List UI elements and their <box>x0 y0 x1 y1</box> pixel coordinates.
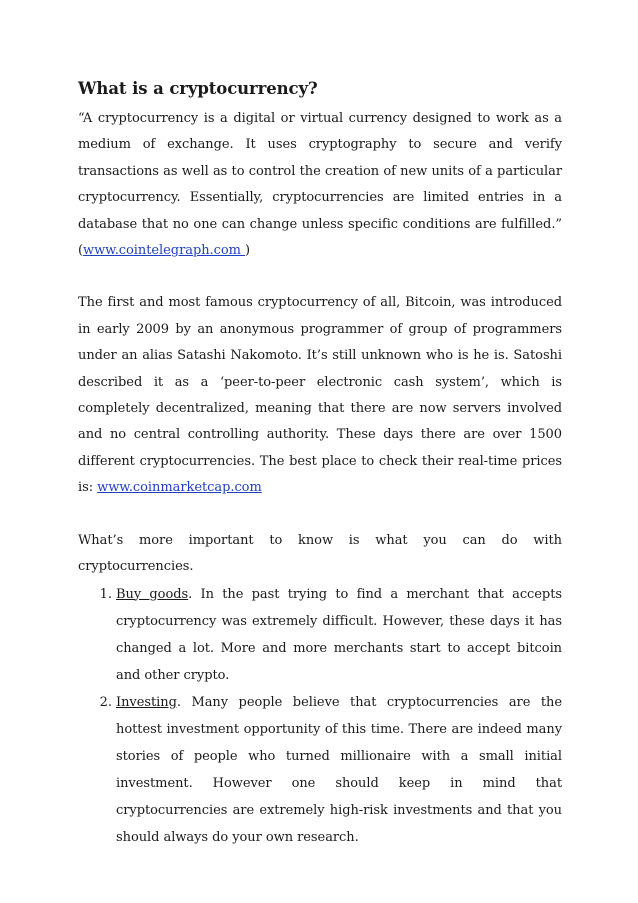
document-page <box>78 76 562 851</box>
page-title: What is a cryptocurrency? <box>78 79 318 98</box>
bitcoin-text: The first and most famous cryptocurrency of all, Bitcoin, was introduced in early 2009 by an anonymous programmer of group of programmers under an alias Satashi Nakomoto. It’s still unknown who is he is. Satoshi described it as a ‘peer-to-peer electronic cash system’, which is completely decentralized, meaning that there are now servers involved and no central controlling authority. These days there are over 1500 different cryptocurrencies. The best place to check their real-time prices is: <box>78 295 562 496</box>
source-close: ) <box>245 243 251 259</box>
cointelegraph-link[interactable]: www.cointelegraph.com <box>83 243 245 259</box>
uses-intro: What’s more important to know is what you can do with cryptocurrencies. <box>78 532 562 575</box>
coinmarketcap-link[interactable]: www.coinmarketcap.com <box>97 480 262 496</box>
list-text: . In the past trying to find a merchant that accepts cryptocurrency was extremely difficult. However, these days it has changed a lot. More and more merchants start to accept bitcoin and other crypto. <box>116 586 562 683</box>
list-item <box>116 581 562 689</box>
list-text: . Many people believe that cryptocurrencies are the hottest investment opportunity of this time. There are indeed many stories of people who turned millionaire with a small initial investment. However one should keep in mind that cryptocurrencies are extremely high-risk investments and that you should always do your own research. <box>116 694 562 845</box>
quote-paragraph <box>78 106 562 264</box>
quote-text: “A cryptocurrency is a digital or virtual currency designed to work as a medium of exchange. It uses cryptography to secure and verify transactions as well as to control the creation of new units of a particular cryptocurrency. Essentially, cryptocurrencies are limited entries in a database that no one can change unless specific conditions are fulfilled.” <box>78 111 562 232</box>
list-term: Investing <box>116 694 177 710</box>
uses-list <box>78 581 562 851</box>
bitcoin-paragraph <box>78 290 562 501</box>
list-item <box>116 689 562 851</box>
list-term: Buy goods <box>116 586 189 602</box>
source-open: ( <box>78 243 84 259</box>
